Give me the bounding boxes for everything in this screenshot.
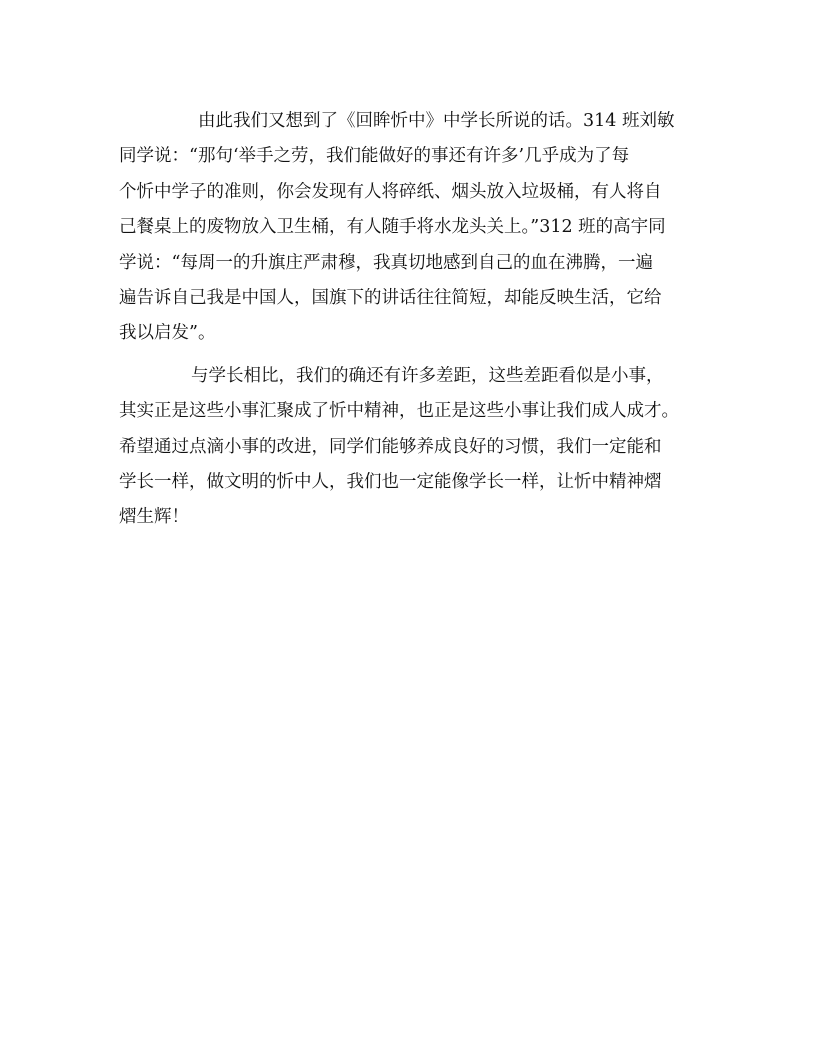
paragraph-2-line-5: 熠生辉！ (119, 507, 189, 528)
paragraph-1-line-2: 同学说：“那句‘举手之劳，我们能做好的事还有许多’几乎成为了每 (119, 146, 630, 167)
document-body (119, 104, 697, 536)
paragraph-1-line-4: 己餐桌上的废物放入卫生桶，有人随手将水龙头关上。”312 班的高宇同 (119, 217, 666, 238)
paragraph-1-line-1: 由此我们又想到了《回眸忻中》中学长所说的话。314 班刘敏 (198, 111, 675, 131)
paragraph-2-line-2: 其实正是这些小事汇聚成了忻中精神，也正是这些小事让我们成人成才。 (119, 401, 679, 422)
paragraph-1-line-7: 我以启发”。 (119, 323, 216, 344)
paragraph-2 (119, 359, 697, 536)
paragraph-2-line-1: 与学长相比，我们的确还有许多差距，这些差距看似是小事， (191, 365, 664, 386)
paragraph-1-line-6: 遍告诉自己我是中国人，国旗下的讲话往往简短，却能反映生活，它给 (119, 287, 662, 308)
paragraph-2-line-4: 学长一样，做文明的忻中人，我们也一定能像学长一样，让忻中精神熠 (119, 471, 662, 492)
paragraph-1-line-3: 个忻中学子的准则，你会发现有人将碎纸、烟头放入垃圾桶，有人将自 (119, 181, 662, 202)
paragraph-1 (119, 104, 697, 352)
paragraph-spacer (119, 352, 697, 359)
paragraph-1-line-5: 学说：“每周一的升旗庄严肃穆，我真切地感到自己的血在沸腾，一遍 (119, 252, 653, 273)
paragraph-2-line-3: 希望通过点滴小事的改进，同学们能够养成良好的习惯，我们一定能和 (119, 436, 662, 457)
